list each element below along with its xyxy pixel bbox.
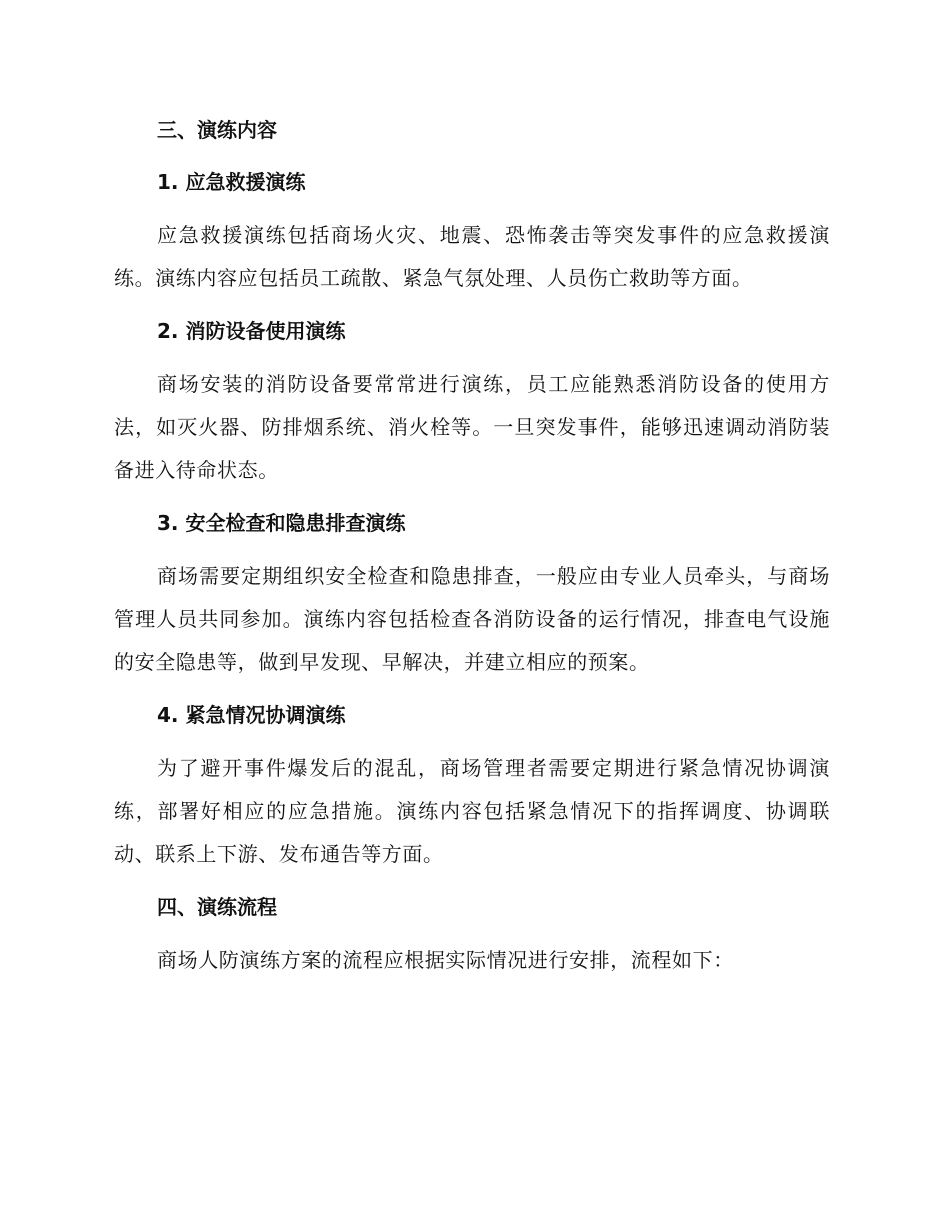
paragraph-emergency-rescue: 应急救援演练包括商场火灾、地震、恐怖袭击等突发事件的应急救援演练。演练内容应包括员工疏散、紧急气氛处理、人员伤亡救助等方面。 — [114, 223, 830, 290]
paragraph-safety-inspection: 商场需要定期组织安全检查和隐患排查，一般应由专业人员牵头，与商场管理人员共同参加。演练内容包括检查各消防设备的运行情况，排查电气设施的安全隐患等，做到早发现、早解决，并建立相应的预案。 — [114, 564, 830, 674]
subsection-heading-fire-equipment: 2. 消防设备使用演练 — [157, 319, 346, 343]
subsection-heading-emergency-rescue: 1. 应急救援演练 — [157, 170, 306, 194]
paragraph-drill-process: 商场人防演练方案的流程应根据实际情况进行安排，流程如下： — [157, 948, 734, 972]
subsection-heading-emergency-coordination: 4. 紧急情况协调演练 — [157, 703, 346, 727]
subsection-heading-safety-inspection: 3. 安全检查和隐患排查演练 — [157, 511, 406, 535]
section-title-drill-content: 三、演练内容 — [157, 118, 277, 142]
paragraph-emergency-coordination: 为了避开事件爆发后的混乱，商场管理者需要定期进行紧急情况协调演练，部署好相应的应急措施。演练内容包括紧急情况下的指挥调度、协调联动、联系上下游、发布通告等方面。 — [114, 756, 830, 866]
document-page — [114, 110, 830, 982]
section-title-drill-process: 四、演练流程 — [157, 895, 277, 919]
paragraph-fire-equipment: 商场安装的消防设备要常常进行演练，员工应能熟悉消防设备的使用方法，如灭火器、防排烟系统、消火栓等。一旦突发事件，能够迅速调动消防装备进入待命状态。 — [114, 372, 830, 482]
